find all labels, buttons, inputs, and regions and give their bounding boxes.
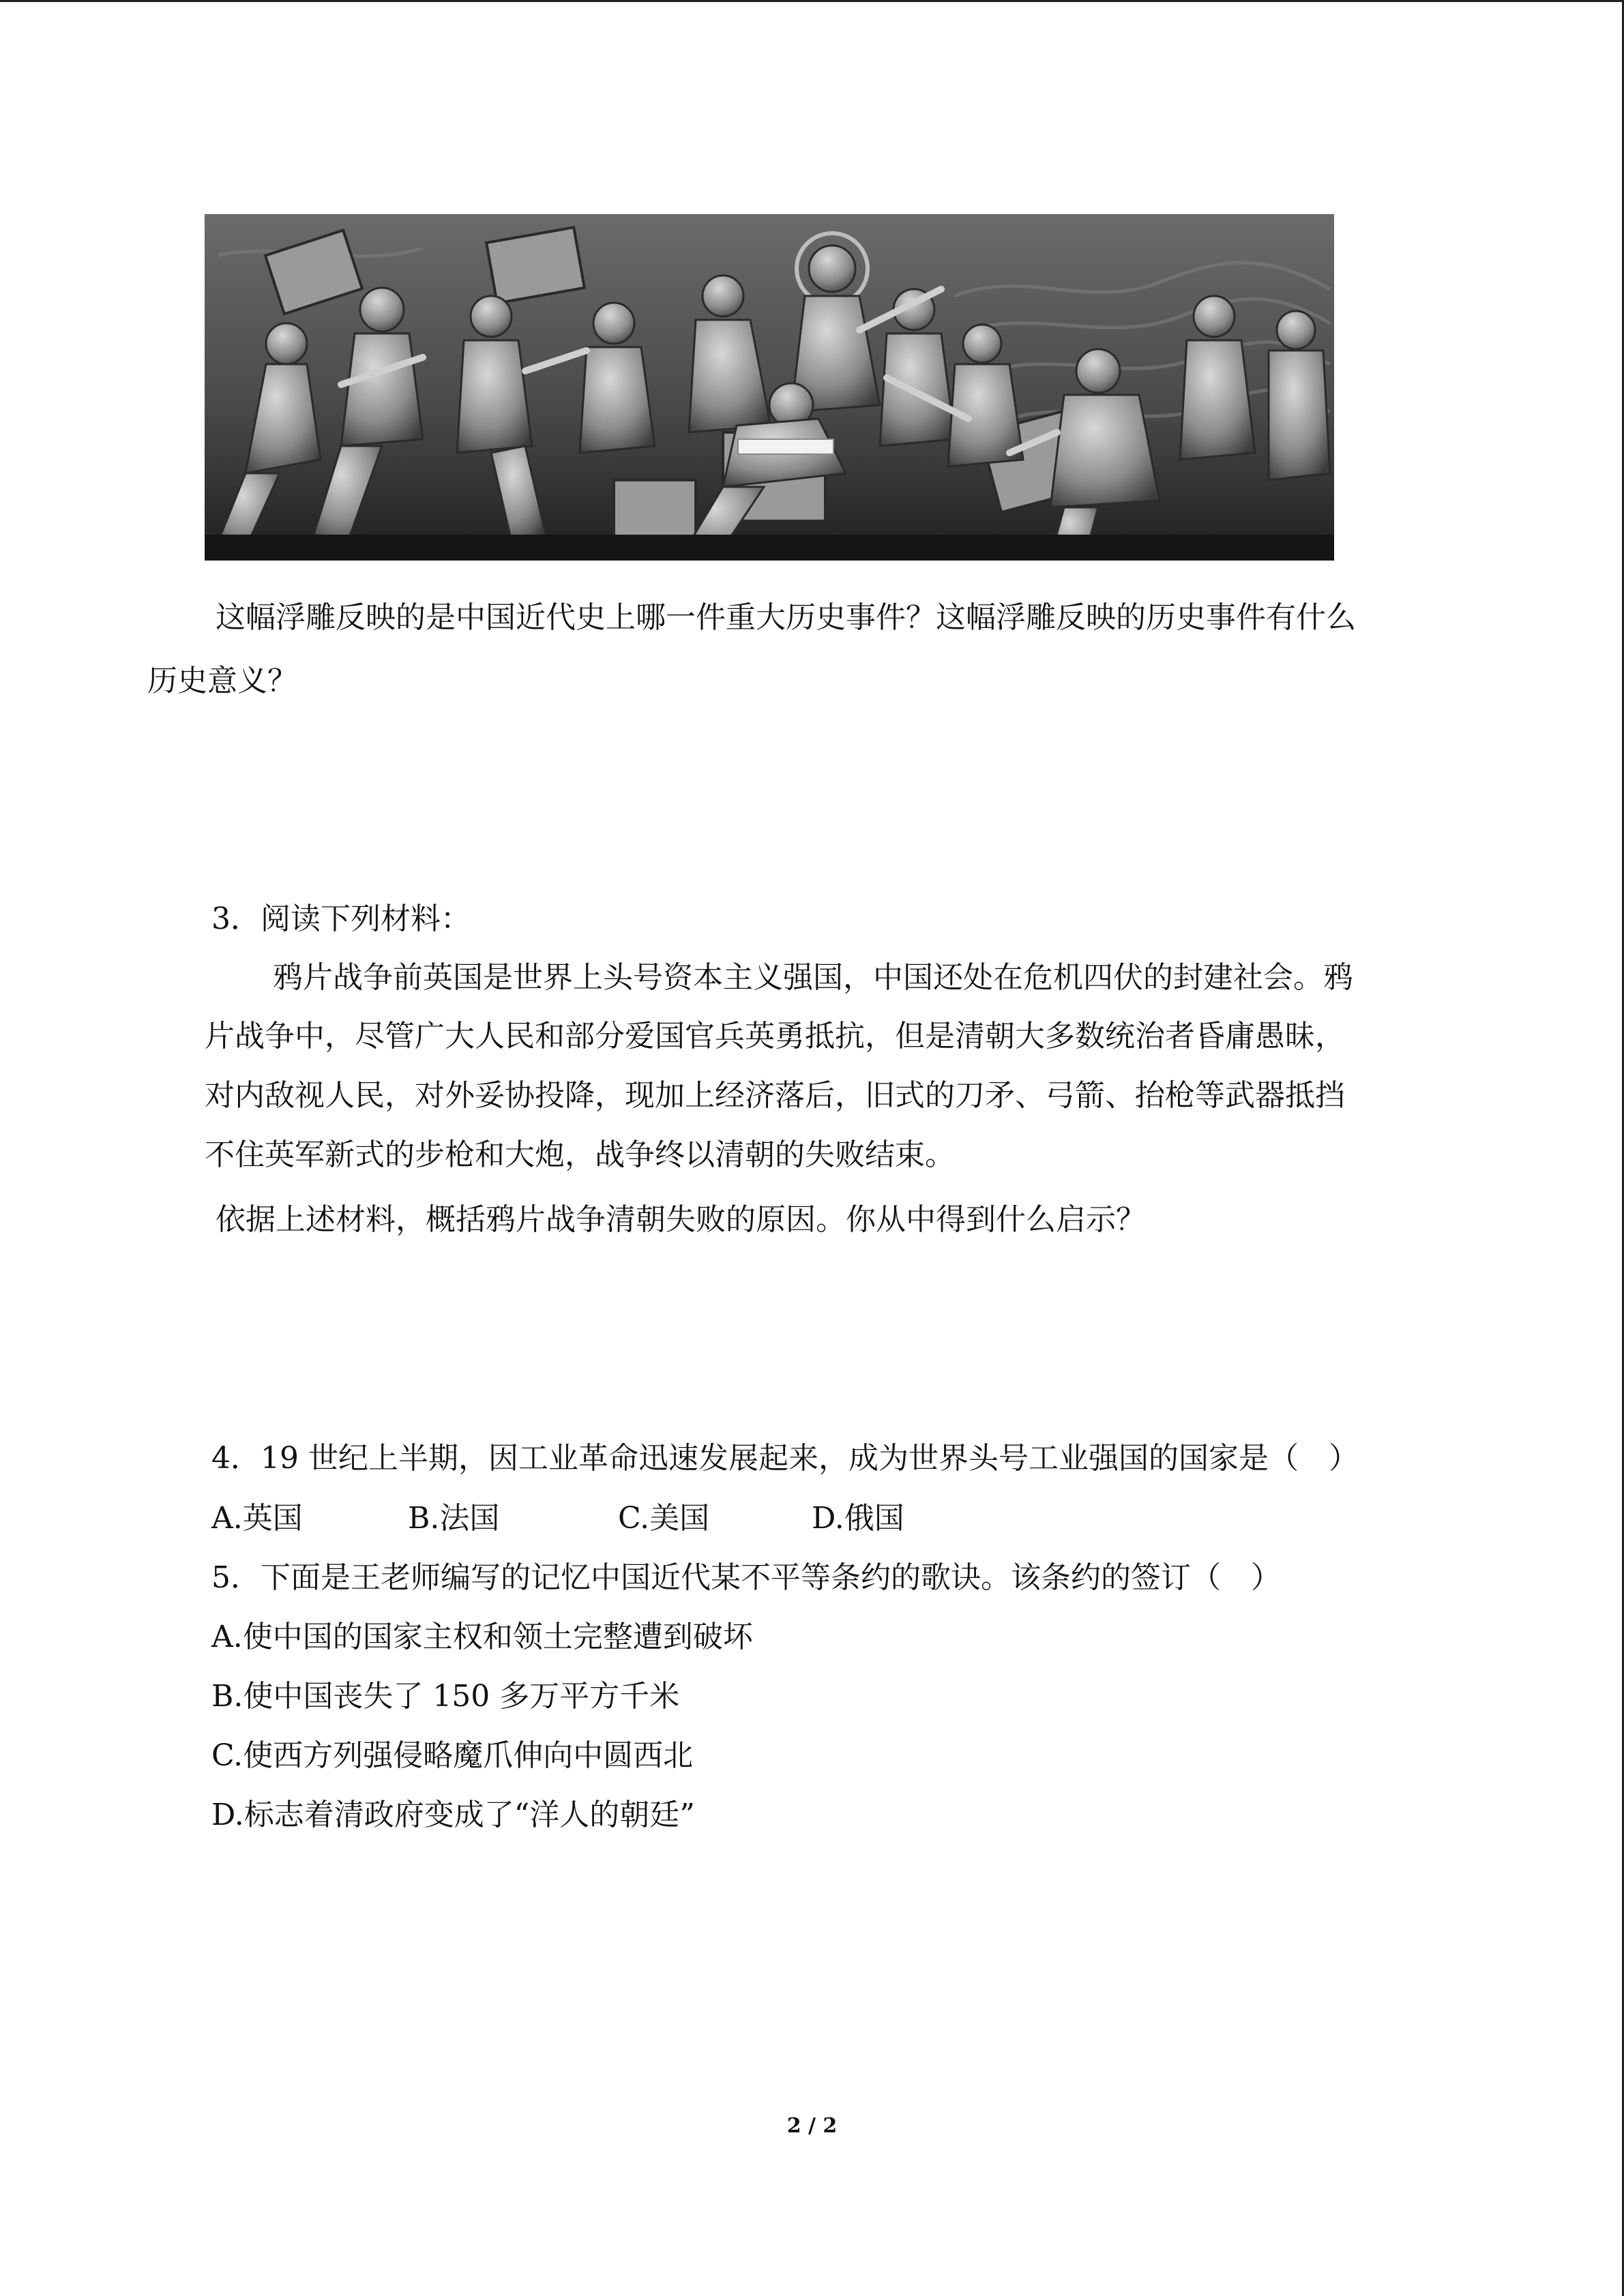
q5-option-d: D.标志着清政府变成了“洋人的朝廷”: [211, 1798, 695, 1832]
q4-option-b: B.法国: [408, 1501, 500, 1536]
q2-question-line-2: 历史意义？: [147, 664, 297, 698]
q3-material-line-4: 不住英军新式的步枪和大炮，战争终以清朝的失败结束。: [205, 1137, 955, 1172]
q4-option-a: A.英国: [211, 1501, 303, 1536]
q3-question: 依据上述材料，概括鸦片战争清朝失败的原因。你从中得到什么启示？: [216, 1202, 1146, 1237]
q3-material-line-2: 片战争中，尽管广大人民和部分爱国官兵英勇抵抗，但是清朝大多数统治者昏庸愚昧，: [205, 1019, 1345, 1054]
q3-material-line-3: 对内敌视人民，对外妥协投降，现加上经济落后，旧式的刀矛、弓箭、抬枪等武器抵挡: [205, 1078, 1345, 1113]
q4-stem: 4．19 世纪上半期，因工业革命迅速发展起来，成为世界头号工业强国的国家是（ ）: [211, 1441, 1359, 1476]
q3-heading: 3．阅读下列材料：: [211, 901, 471, 936]
relief-sculpture-image: [205, 214, 1334, 561]
q5-stem: 5．下面是王老师编写的记忆中国近代某不平等条约的歌诀。该条约的签订（ ）: [211, 1560, 1281, 1595]
top-border-line: [0, 0, 1624, 2]
q5-option-a: A.使中国的国家主权和领土完整遭到破坏: [211, 1620, 753, 1654]
page-number: 2 / 2: [786, 2114, 838, 2138]
q5-option-b: B.使中国丧失了 150 多万平方千米: [211, 1679, 680, 1714]
q4-option-c: C.美国: [618, 1501, 710, 1536]
q2-question-line-1: 这幅浮雕反映的是中国近代史上哪一件重大历史事件？这幅浮雕反映的历史事件有什么: [216, 600, 1356, 635]
q4-option-d: D.俄国: [812, 1501, 904, 1536]
q3-material-line-1: 鸦片战争前英国是世界上头号资本主义强国，中国还处在危机四伏的封建社会。鸦: [273, 960, 1353, 995]
q5-option-c: C.使西方列强侵略魔爪伸向中圆西北: [211, 1738, 694, 1773]
